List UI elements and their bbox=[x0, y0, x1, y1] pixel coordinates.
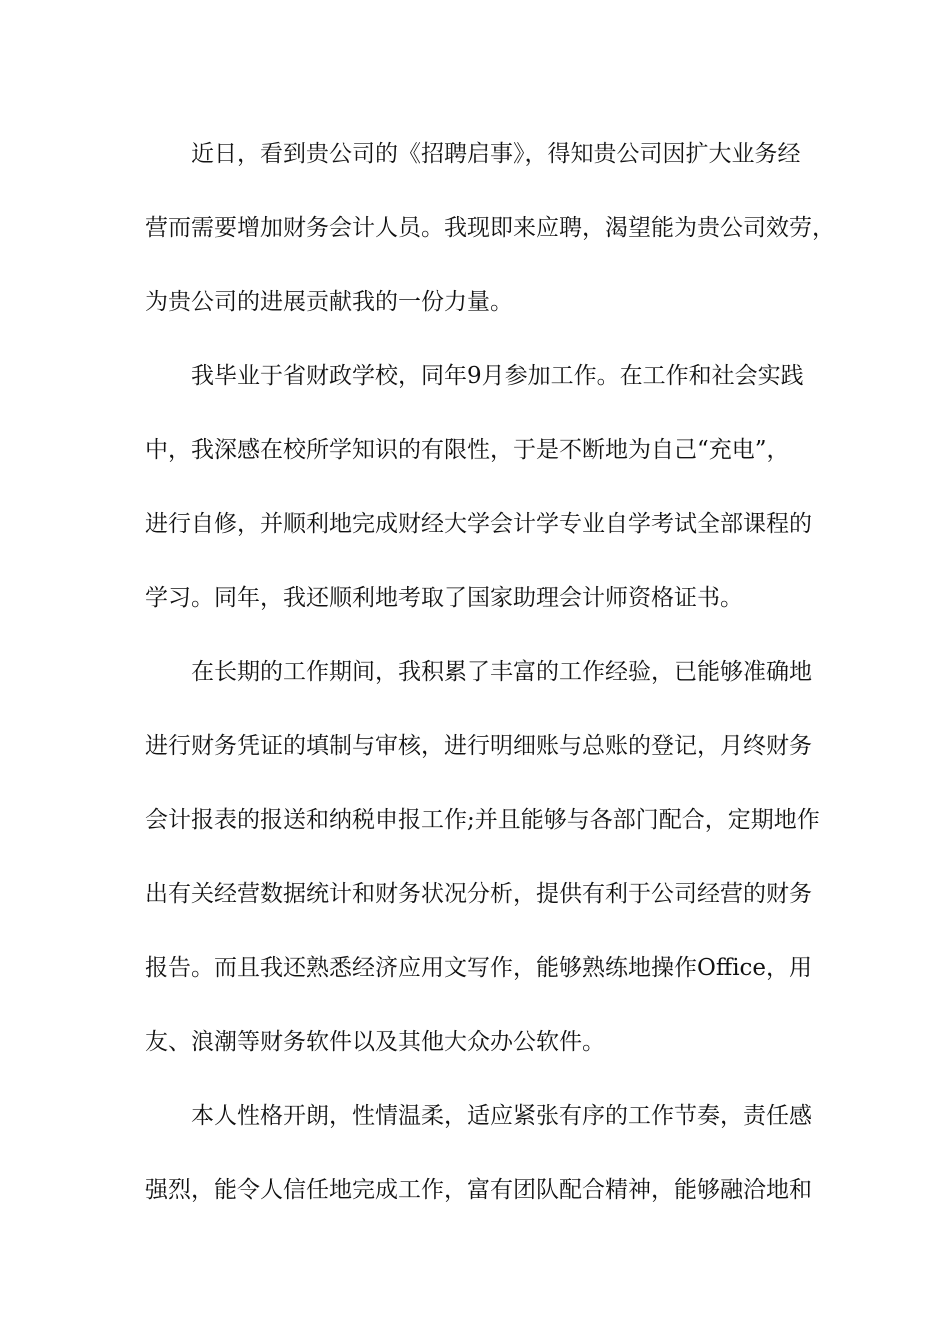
paragraph-2-line-1: 我毕业于省财政学校，同年9月参加工作。在工作和社会实践 bbox=[191, 363, 804, 389]
paragraph-3-line-4: 出有关经营数据统计和财务状况分析，提供有利于公司经营的财务 bbox=[145, 881, 812, 907]
paragraph-1-line-3: 为贵公司的进展贡献我的一份力量。 bbox=[145, 289, 513, 315]
paragraph-3-line-5: 报告。而且我还熟悉经济应用文写作，能够熟练地操作Office，用 bbox=[145, 955, 813, 981]
paragraph-3-line-2: 进行财务凭证的填制与审核，进行明细账与总账的登记，月终财务 bbox=[145, 733, 812, 759]
paragraph-4-line-1: 本人性格开朗，性情温柔，适应紧张有序的工作节奏，责任感 bbox=[191, 1103, 812, 1129]
paragraph-2-line-3: 进行自修，并顺利地完成财经大学会计学专业自学考试全部课程的 bbox=[145, 511, 812, 537]
paragraph-3-line-6: 友、浪潮等财务软件以及其他大众办公软件。 bbox=[145, 1029, 605, 1055]
paragraph-1-line-1: 近日，看到贵公司的《招聘启事》，得知贵公司因扩大业务经 bbox=[191, 141, 801, 167]
paragraph-4-line-2: 强烈，能令人信任地完成工作，富有团队配合精神，能够融洽地和 bbox=[145, 1177, 812, 1203]
paragraph-2-line-2: 中，我深感在校所学知识的有限性，于是不断地为自己“充电”， bbox=[145, 437, 790, 463]
paragraph-2-line-4: 学习。同年，我还顺利地考取了国家助理会计师资格证书。 bbox=[145, 585, 743, 611]
paragraph-1-line-2: 营而需要增加财务会计人员。我现即来应聘，渴望能为贵公司效劳， bbox=[145, 215, 835, 241]
paragraph-3-line-1: 在长期的工作期间，我积累了丰富的工作经验，已能够准确地 bbox=[191, 659, 812, 685]
paragraph-3-line-3: 会计报表的报送和纳税申报工作;并且能够与各部门配合，定期地作 bbox=[145, 807, 820, 833]
